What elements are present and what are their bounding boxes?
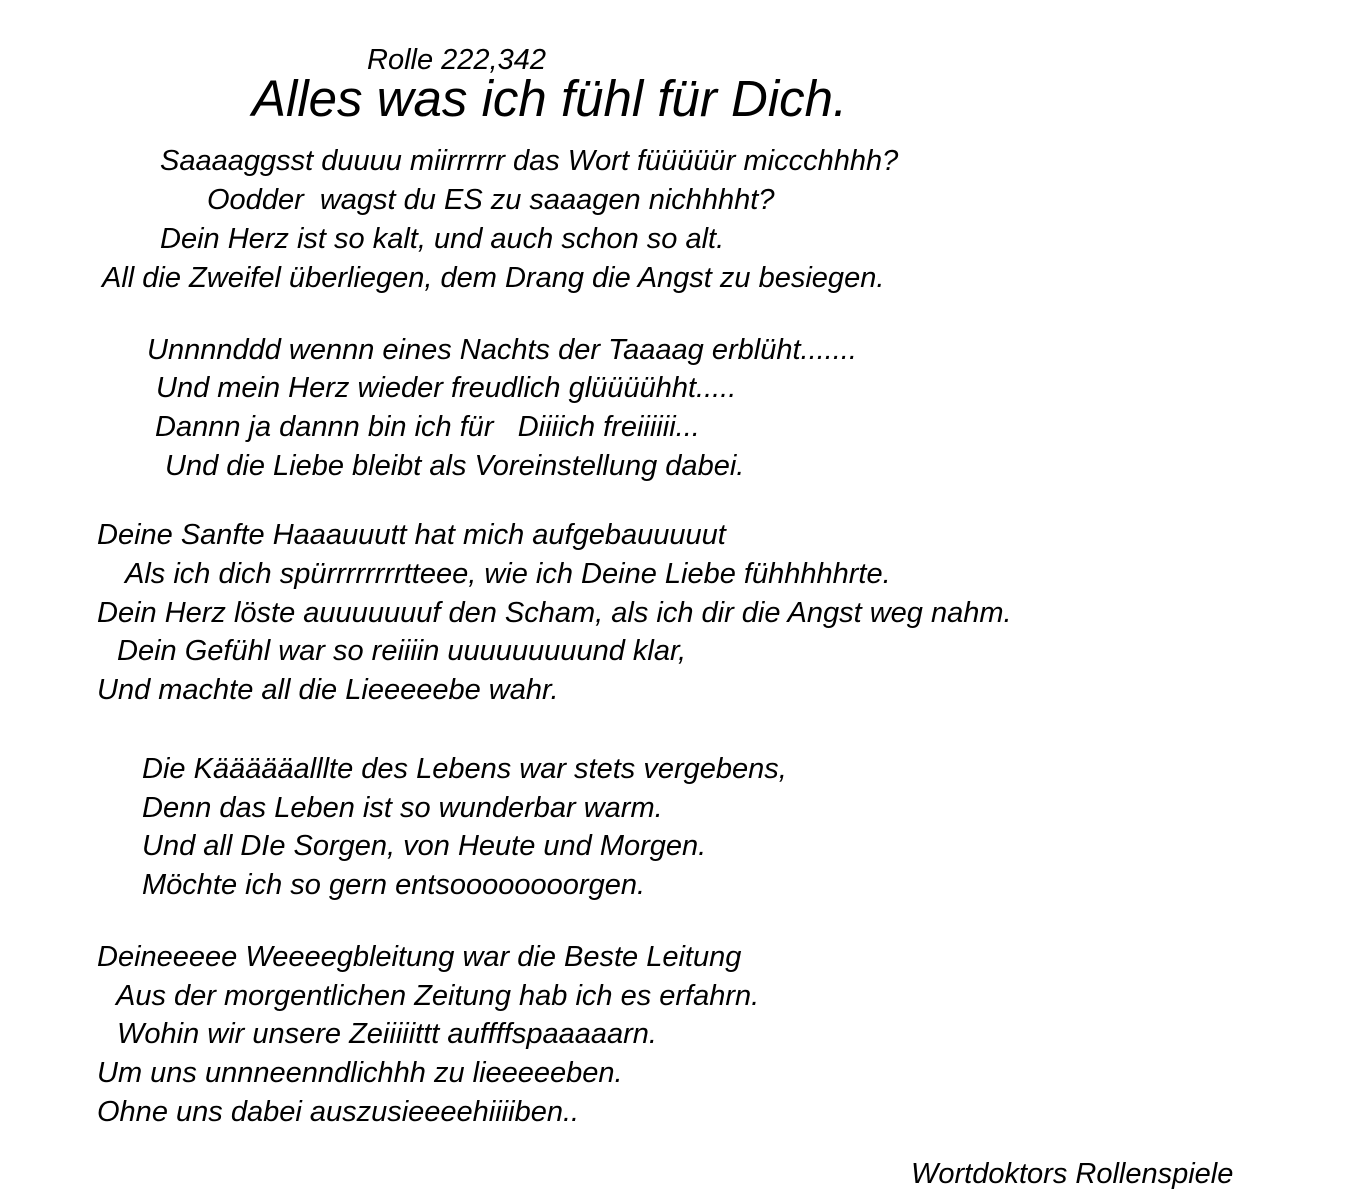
poem-line: Deineeeee Weeeegbleitung war die Beste Leitung <box>97 941 742 973</box>
poem-line: Und mein Herz wieder freudlich glüüüühht..... <box>156 372 737 404</box>
poem-line: All die Zweifel überliegen, dem Drang die Angst zu besiegen. <box>102 262 885 294</box>
poem-title: Alles was ich fühl für Dich. <box>252 70 848 127</box>
poem-line: Wohin wir unsere Zeiiiiittt auffffspaaaaarn. <box>117 1018 657 1050</box>
poem-line: Denn das Leben ist so wunderbar warm. <box>142 792 663 824</box>
poem-line: Um uns unnneenndlichhh zu lieeeeeben. <box>97 1057 623 1089</box>
signature: Wortdoktors Rollenspiele <box>911 1158 1234 1190</box>
poem-line: Saaaaggsst duuuu miirrrrrr das Wort füüüüür miccchhhh? <box>160 145 899 177</box>
poem-line: Als ich dich spürrrrrrrrtteee, wie ich Deine Liebe fühhhhhrte. <box>125 558 891 590</box>
poem-line: Und die Liebe bleibt als Voreinstellung dabei. <box>165 450 745 482</box>
poem-line: Deine Sanfte Haaauuutt hat mich aufgebauuuuut <box>97 519 726 551</box>
poem-line: Dein Herz ist so kalt, und auch schon so alt. <box>160 223 725 255</box>
poem-line: Oodder wagst du ES zu saaagen nichhhht? <box>207 184 775 216</box>
poem-line: Unnnnddd wennn eines Nachts der Taaaag erblüht....... <box>147 334 857 366</box>
poem-line: Dannn ja dannn bin ich für Diiiich freiiiiii... <box>155 411 700 443</box>
poem-line: Möchte ich so gern entsoooooooorgen. <box>142 869 646 901</box>
roll-number: Rolle 222,342 <box>367 44 546 76</box>
poem-line: Ohne uns dabei auszusieeeehiiiiben.. <box>97 1096 580 1128</box>
poem-line: Dein Gefühl war so reiiiin uuuuuuuuund klar, <box>117 635 687 667</box>
poem-line: Und machte all die Lieeeeebe wahr. <box>97 674 559 706</box>
poem-line: Und all DIe Sorgen, von Heute und Morgen. <box>142 830 707 862</box>
poem-line: Die Käääääalllte des Lebens war stets vergebens, <box>142 753 787 785</box>
poem-line: Dein Herz löste auuuuuuuf den Scham, als ich dir die Angst weg nahm. <box>97 597 1012 629</box>
poem-line: Aus der morgentlichen Zeitung hab ich es erfahrn. <box>116 980 760 1012</box>
